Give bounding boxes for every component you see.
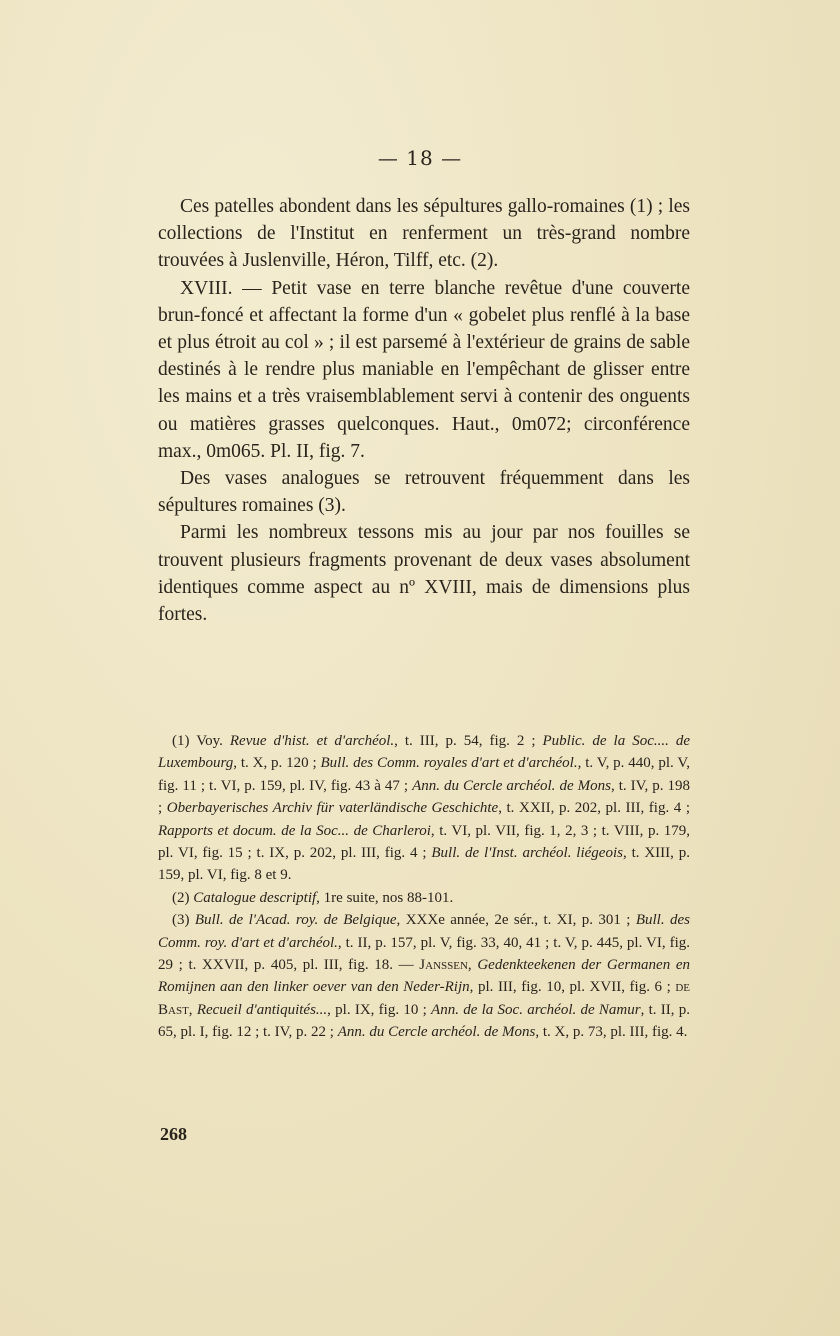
page-number-header: — 18 — xyxy=(377,146,463,170)
folio-number: 268 xyxy=(160,1124,187,1144)
footnote-1: (1) Voy. Revue d'hist. et d'archéol., t. III, p. 54, fig. 2 ; Public. de la Soc.... de Luxembourg, t. X, p. 120 ; Bull. des Comm. royales d'art et d'archéol., t. V, p. 440, pl. V, fig. 11 ; t. VI, p. 159, pl. IV, fig. 43 à 47 ; Ann. du Cercle archéol. de Mons, t. IV, p. 198 ; Oberbayerisches Archiv für vaterländische Geschichte, t. XXII, p. 202, pl. III, fig. 4 ; Rapports et docum. de la Soc... de Charleroi, t. VI, pl. VII, fig. 1, 2, 3 ; t. VIII, p. 179, pl. VI, fig. 15 ; t. IX, p. 202, pl. III, fig. 4 ; Bull. de l'Inst. archéol. liégeois, t. XIII, p. 159, pl. VI, fig. 8 et 9. xyxy=(158,733,691,884)
paragraph-tessons: Parmi les nombreux tessons mis au jour par nos fouilles se trouvent plusieurs fragments provenant de deux vases absolument identiques comme aspect au nº XVIII, mais de dimensions plus fortes. xyxy=(158,522,690,626)
footnote-2: (2) Catalogue descriptif, 1re suite, nos 88-101. xyxy=(172,889,454,906)
main-text xyxy=(158,193,690,628)
footnotes xyxy=(158,730,690,1044)
paragraph-patelles: Ces patelles abondent dans les sépultures gallo-romaines (1) ; les collections de l'Institut en renferment un très-grand nombre trouvées à Juslenville, Héron, Tilff, etc. (2). xyxy=(158,196,690,272)
paragraph-vases-analogues: Des vases analogues se retrouvent fréquemment dans les sépultures romaines (3). xyxy=(158,468,690,517)
paragraph-xviii: XVIII. — Petit vase en terre blanche revêtue d'une couverte brun-foncé et affectant la forme d'un « gobelet plus renflé à la base et plus étroit au col » ; il est parsemé à l'extérieur de grains de sable destinés à le rendre plus maniable en l'empêchant de glisser entre les mains et a très vraisemblablement servi à contenir des onguents ou matières grasses quelconques. Haut., 0m072; circonférence max., 0m065. Pl. II, fig. 7. xyxy=(158,277,690,462)
footnote-3: (3) Bull. de l'Acad. roy. de Belgique, XXXe année, 2e sér., t. XI, p. 301 ; Bull. des Comm. roy. d'art et d'archéol., t. II, p. 157, pl. V, fig. 33, 40, 41 ; t. V, p. 445, pl. VI, fig. 29 ; t. XXVII, p. 405, pl. III, fig. 18. — Janssen, Gedenkteekenen der Germanen en Romijnen aan den linker oever van den Neder-Rijn, pl. III, fig. 10, pl. XVII, fig. 6 ; de Bast, Recueil d'antiquités..., pl. IX, fig. 10 ; Ann. de la Soc. archéol. de Namur, t. II, p. 65, pl. I, fig. 12 ; t. IV, p. 22 ; Ann. du Cercle archéol. de Mons, t. X, p. 73, pl. III, fig. 4. xyxy=(158,912,691,1041)
